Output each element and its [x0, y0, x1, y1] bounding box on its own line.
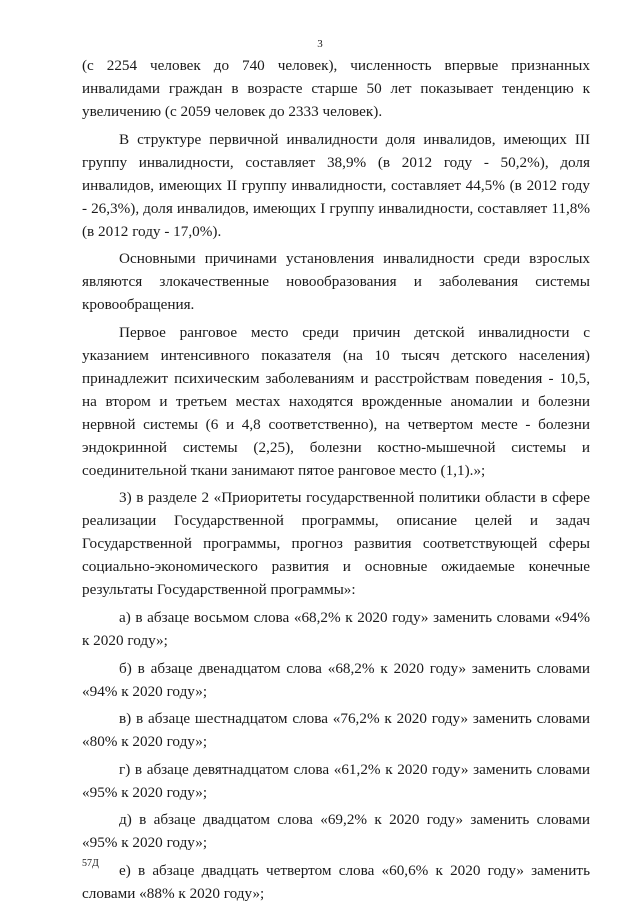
paragraph-section-2: 3) в разделе 2 «Приоритеты государственной политики области в сфере реализации Государственной программы, описание целей и задач Государственной программы, прогноз развития соответствующей сферы социально-экономического развития и основные ожидаемые конечные результаты Государственной программы»:: [82, 489, 590, 599]
paragraph-disability-structure: В структуре первичной инвалидности доля инвалидов, имеющих III группу инвалидности, составляет 38,9% (в 2012 году - 50,2%), доля инвалидов, имеющих II группу инвалидности, составляет 44,5% (в 2012 году - 26,3%), доля инвалидов, имеющих I группу инвалидности, составляет 11,8% (в 2012 году - 17,0%).: [82, 130, 590, 240]
list-item-e: е) в абзаце двадцать четвертом слова «60,6% к 2020 году» заменить словами «88% к 2020 году»;: [82, 861, 590, 902]
paragraph-child-disability: Первое ранговое место среди причин детской инвалидности с указанием интенсивного показателя (на 10 тысяч детского населения) принадлежит психическим заболеваниям и расстройствам поведения - 10,5, на втором и третьем местах находятся врожденные аномалии и болезни нервной системы (6 и 4,8 соответственно), на четвертом месте - болезни эндокринной системы (2,25), болезни костно-мышечной системы и соединительной ткани занимают пятое ранговое место (1,1).»;: [82, 323, 590, 479]
list-item-v: в) в абзаце шестнадцатом слова «76,2% к 2020 году» заменить словами «80% к 2020 году»;: [82, 710, 590, 751]
paragraph-continuation: (с 2254 человек до 740 человек), численность впервые признанных инвалидами граждан в возрасте старше 50 лет показывает тенденцию к увеличению (с 2059 человек до 2333 человек).: [82, 57, 590, 120]
list-item-b: б) в абзаце двенадцатом слова «68,2% к 2020 году» заменить словами «94% к 2020 году»;: [82, 659, 590, 700]
paragraph-main-causes: Основными причинами установления инвалидности среди взрослых являются злокачественные новообразования и заболевания системы кровообращения.: [82, 250, 590, 314]
list-item-d: д) в абзаце двадцатом слова «69,2% к 2020 году» заменить словами «95% к 2020 году»;: [82, 811, 590, 852]
page-number: 3: [317, 38, 323, 50]
list-item-a: а) в абзаце восьмом слова «68,2% к 2020 году» заменить словами «94% к 2020 году»;: [82, 608, 590, 649]
document-body: [82, 54, 590, 910]
footer-document-code: 57Д: [82, 858, 99, 869]
list-item-g: г) в абзаце девятнадцатом слова «61,2% к 2020 году» заменить словами «95% к 2020 году»;: [82, 760, 590, 801]
